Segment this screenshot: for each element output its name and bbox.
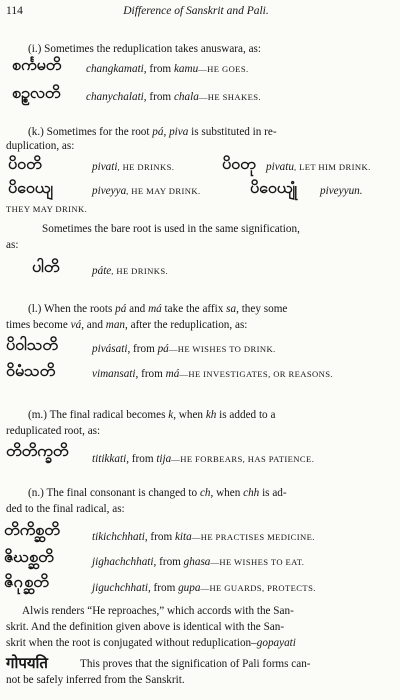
section-k-intro: (k.) Sometimes for the root pá, piva is substituted in re-: [28, 126, 277, 138]
example-gloss: páte, HE DRINKS.: [92, 265, 169, 277]
pali-example: တိကိစ္ဆတိ: [4, 520, 60, 539]
pali-example: ပိဝတု: [222, 154, 256, 173]
meaning: —HE SHAKES.: [198, 92, 261, 102]
pali-example: ဝိမံသတိ: [6, 361, 56, 380]
running-title: Difference of Sanskrit and Pali.: [123, 5, 269, 17]
section-l-intro-cont: times become vá, and man, after the reduplication, as:: [6, 319, 248, 331]
section-label: (k.): [28, 126, 44, 138]
pali-example: ပိဝါသတိ: [6, 335, 58, 354]
section-k-intro-cont: duplication, as:: [6, 140, 75, 152]
section-k-note: Sometimes the bare root is used in the same signification,: [42, 223, 300, 235]
transliteration: chanychalati: [86, 91, 144, 103]
pali-example: ဇိဂုစ္ဆတိ: [4, 572, 49, 591]
example-gloss: pivati, HE DRINKS.: [92, 161, 175, 173]
example-gloss: jiguchchhati, from gupa—HE GUARDS, PROTECTS.: [92, 582, 316, 594]
pali-example: ဇိဃစ္ဆတိ: [4, 547, 54, 566]
example-gloss: tikichchhati, from kita—HE PRACTISES MEDICINE.: [92, 531, 315, 543]
closing-line: skrit when the root is conjugated without reduplication–gopayati: [6, 637, 296, 649]
section-n-intro: (n.) The final consonant is changed to ch, when chh is ad-: [28, 487, 287, 499]
section-m-intro: (m.) The final radical becomes k, when kh is added to a: [28, 409, 276, 421]
example-gloss: pivatu, LET HIM DRINK.: [266, 161, 371, 173]
transliteration: piveyyun.: [320, 185, 363, 197]
example-gloss: jighachchhati, from ghasa—HE WISHES TO EAT.: [92, 556, 305, 568]
closing-line: not be safely inferred from the Sanskrit.: [6, 674, 185, 686]
pali-example: ပိဝေယျ: [8, 178, 53, 197]
pali-example: စဉ္စလတိ: [12, 83, 61, 102]
page-number: 114: [6, 5, 23, 17]
pali-example: ပါတိ: [32, 257, 60, 276]
section-m-intro-cont: reduplicated root, as:: [6, 425, 101, 437]
example-gloss: changkamati, from kamu—HE GOES.: [86, 63, 249, 75]
intro-text: Sometimes the reduplication takes anuswara, as:: [44, 43, 262, 55]
pali-example: ပိဝေယျုံ: [250, 178, 298, 197]
example-gloss: chanychalati, from chala—HE SHAKES.: [86, 91, 261, 103]
root: chala: [173, 91, 199, 103]
example-gloss: vimansati, from má—HE INVESTIGATES, OR REASONS.: [92, 368, 333, 380]
example-gloss: titikkati, from tija—HE FORBEARS, HAS PATIENCE.: [92, 453, 315, 465]
example-gloss: piveyya, HE MAY DRINK.: [92, 185, 201, 197]
section-k-note-cont: as:: [6, 239, 19, 251]
pali-example: ပိဝတိ: [8, 154, 42, 173]
running-header: [6, 5, 386, 21]
devanagari-word: गोपयति: [6, 654, 48, 672]
transliteration: changkamati: [86, 63, 144, 75]
root: kamu: [173, 63, 199, 75]
section-i-intro: [28, 42, 261, 56]
example-gloss-cont: THEY MAY DRINK.: [6, 204, 88, 214]
closing-line: This proves that the signification of Pali forms can-: [80, 658, 311, 670]
closing-line: skrit. And the definition given above is identical with the San-: [6, 621, 285, 633]
closing-line: Alwis renders “He reproaches,” which accords with the San-: [22, 605, 294, 617]
meaning: —HE GOES.: [198, 64, 249, 74]
section-n-intro-cont: ded to the final radical, as:: [6, 503, 125, 515]
section-label: (m.): [28, 409, 47, 421]
pali-example: တိတိက္ခတိ: [6, 441, 69, 460]
section-label: (i.): [28, 43, 42, 55]
pali-example: စင်္ကမတိ: [12, 55, 62, 74]
section-label: (n.): [28, 487, 44, 499]
section-l-intro: (l.) When the roots pá and má take the affix sa, they some: [28, 303, 288, 315]
section-label: (l.): [28, 303, 42, 315]
example-gloss: pivásati, from pá—HE WISHES TO DRINK.: [92, 343, 276, 355]
